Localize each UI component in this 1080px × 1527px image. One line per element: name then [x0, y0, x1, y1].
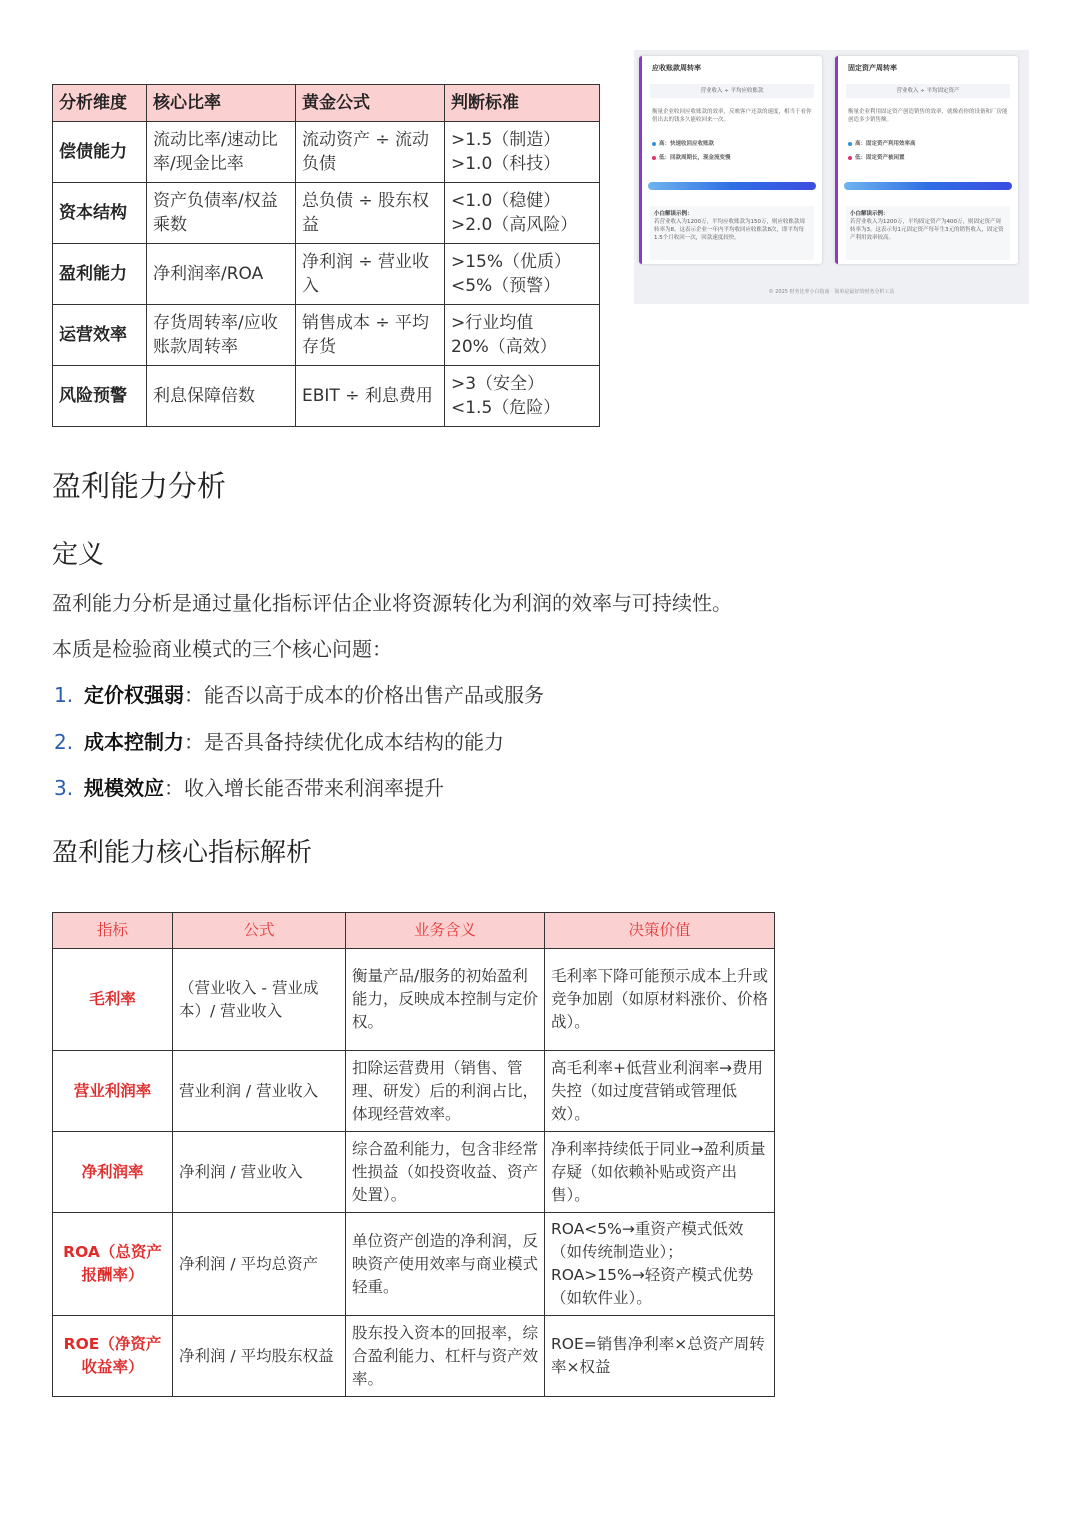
header-cell: 指标 [53, 913, 173, 949]
standard-line: >行业均值 [451, 313, 534, 333]
header-cell: 黄金公式 [296, 85, 445, 122]
formula-cell: 流动资产 ÷ 流动负债 [296, 122, 445, 183]
table-row [53, 305, 600, 366]
thumbnail-footer: © 2025 财务比率小白指南 · 简单是最好的财务分析工具 [768, 289, 895, 295]
list-number: 3. [54, 776, 74, 800]
table-header-row [53, 85, 600, 122]
high-dot-icon [652, 142, 656, 146]
card-title: 应收账款周转率 [652, 64, 701, 72]
standard-cell [445, 366, 600, 427]
standard-line: <5%（预警） [451, 276, 561, 296]
formula-cell: 净利润 / 平均股东权益 [173, 1316, 346, 1397]
formula-cell: 净利润 / 平均总资产 [173, 1213, 346, 1316]
meaning-cell: 衡量产品/服务的初始盈利能力，反映成本控制与定价权。 [346, 949, 545, 1051]
card-low: 低：固定资产被闲置 [855, 155, 905, 161]
dimension-cell: 资本结构 [53, 183, 147, 244]
value-cell: ROA<5%→重资产模式低效（如传统制造业）；ROA>15%→轻资产模式优势（如软件业）。 [545, 1213, 775, 1316]
ratio-cell: 资产负债率/权益乘数 [147, 183, 296, 244]
standard-line: >3（安全） [451, 374, 545, 394]
table-row [53, 244, 600, 305]
standard-line: >2.0（高风险） [451, 215, 578, 235]
header-cell: 公式 [173, 913, 346, 949]
list-item-text: ：能否以高于成本的价格出售产品或服务 [184, 683, 544, 707]
card-title: 固定资产周转率 [848, 64, 897, 72]
dimension-cell: 运营效率 [53, 305, 147, 366]
standard-line: <1.0（稳健） [451, 191, 561, 211]
card-high: 高：固定资产利用效率高 [855, 141, 916, 147]
low-dot-icon [848, 156, 852, 160]
formula-cell: 净利润 ÷ 营业收入 [296, 244, 445, 305]
indicator-cell: 毛利率 [53, 949, 173, 1051]
list-number: 1. [54, 683, 74, 707]
standard-line: >1.5（制造） [451, 130, 561, 150]
table-row [53, 183, 600, 244]
card-example [846, 206, 1010, 260]
list-number: 2. [54, 730, 74, 754]
fixed-asset-turnover-card [835, 56, 1018, 264]
standard-line: 20%（高效） [451, 337, 557, 357]
table-row [53, 1316, 775, 1397]
scale-bar [844, 182, 1012, 190]
list-item-text: ：收入增长能否带来利润率提升 [164, 776, 444, 800]
meaning-cell: 扣除运营费用（销售、管理、研发）后的利润占比，体现经营效率。 [346, 1051, 545, 1132]
header-cell: 业务含义 [346, 913, 545, 949]
standard-cell [445, 122, 600, 183]
table-row [53, 949, 775, 1051]
receivable-turnover-card [639, 56, 822, 264]
low-dot-icon [652, 156, 656, 160]
profitability-indicators-table [52, 912, 775, 1397]
indicator-cell: ROA（总资产报酬率） [53, 1213, 173, 1316]
table-row [53, 1132, 775, 1213]
core-indicators-heading: 盈利能力核心指标解析 [52, 838, 313, 868]
scale-bar [648, 182, 816, 190]
header-cell: 核心比率 [147, 85, 296, 122]
value-cell: 毛利率下降可能预示成本上升或竞争加剧（如原材料涨价、价格战）。 [545, 949, 775, 1051]
table-header-row [53, 913, 775, 949]
standard-cell [445, 244, 600, 305]
card-high: 高：快速收回应收账款 [659, 141, 715, 147]
formula-cell: （营业收入 - 营业成本）/ 营业收入 [173, 949, 346, 1051]
header-cell: 判断标准 [445, 85, 600, 122]
dimension-cell: 盈利能力 [53, 244, 147, 305]
meaning-cell: 股东投入资本的回报率，综合盈利能力、杠杆与资产效率。 [346, 1316, 545, 1397]
card-example [650, 206, 814, 260]
section-title: 盈利能力分析 [52, 469, 227, 503]
standard-line: >1.0（科技） [451, 154, 561, 174]
ratio-cards-screenshot [634, 50, 1029, 304]
formula-cell: 总负债 ÷ 股东权益 [296, 183, 445, 244]
ratio-summary-table [52, 84, 600, 427]
value-cell: 高毛利率+低营业利润率→费用失控（如过度营销或管理低效）。 [545, 1051, 775, 1132]
ratio-cell: 存货周转率/应收账款周转率 [147, 305, 296, 366]
example-title: 小白解读示例： [850, 211, 889, 217]
dimension-cell: 风险预警 [53, 366, 147, 427]
standard-line: <1.5（危险） [451, 398, 561, 418]
formula-cell: EBIT ÷ 利息费用 [296, 366, 445, 427]
formula-cell: 净利润 / 营业收入 [173, 1132, 346, 1213]
list-item [54, 772, 444, 801]
meaning-cell: 单位资产创造的净利润，反映资产使用效率与商业模式轻重。 [346, 1213, 545, 1316]
list-item-bold: 定价权强弱 [84, 683, 184, 707]
card-description: 衡量企业收回应收账款的效率，反映客户还款的速度，相当于看你借出去的钱多久能收回来一次。 [652, 109, 812, 123]
indicator-cell: 净利润率 [53, 1132, 173, 1213]
example-text: 若营业收入为1200万，平均应收账款为150万，则应收账款周转率为8。这表示企业一年内平均收回应收账款8次，即平均每1.5个月收回一次，回款速度较快。 [654, 219, 805, 241]
meaning-cell: 综合盈利能力，包含非经常性损益（如投资收益、资产处置）。 [346, 1132, 545, 1213]
list-item [54, 679, 544, 708]
header-cell: 分析维度 [53, 85, 147, 122]
ratio-cell: 利息保障倍数 [147, 366, 296, 427]
ratio-cell: 流动比率/速动比率/现金比率 [147, 122, 296, 183]
intro-text: 本质是检验商业模式的三个核心问题： [52, 637, 392, 661]
ratio-cell: 净利润率/ROA [147, 244, 296, 305]
formula-cell: 销售成本 ÷ 平均存货 [296, 305, 445, 366]
indicator-cell: ROE（净资产收益率） [53, 1316, 173, 1397]
value-cell: ROE=销售净利率×总资产周转率×权益 [545, 1316, 775, 1397]
card-formula: 营业收入 ÷ 平均应收账款 [650, 84, 814, 98]
list-item-text: ：是否具备持续优化成本结构的能力 [184, 730, 504, 754]
list-item [54, 726, 504, 755]
list-item-bold: 规模效应 [84, 776, 164, 800]
indicator-cell: 营业利润率 [53, 1051, 173, 1132]
card-low: 低：回款周期长，现金流变慢 [659, 155, 731, 161]
table-row [53, 1051, 775, 1132]
formula-cell: 营业利润 / 营业收入 [173, 1051, 346, 1132]
dimension-cell: 偿债能力 [53, 122, 147, 183]
table-row [53, 366, 600, 427]
card-description: 衡量企业利用固定资产创造销售的效率，就像看你的设备和厂房能创造多少销售额。 [848, 109, 1008, 123]
definition-text: 盈利能力分析是通过量化指标评估企业将资源转化为利润的效率与可持续性。 [52, 591, 732, 615]
card-formula: 营业收入 ÷ 平均固定资产 [846, 84, 1010, 98]
header-cell: 决策价值 [545, 913, 775, 949]
table-row [53, 122, 600, 183]
table-row [53, 1213, 775, 1316]
definition-heading: 定义 [52, 540, 105, 570]
standard-cell [445, 305, 600, 366]
standard-line: >15%（优质） [451, 252, 572, 272]
value-cell: 净利率持续低于同业→盈利质量存疑（如依赖补贴或资产出售）。 [545, 1132, 775, 1213]
list-item-bold: 成本控制力 [84, 730, 184, 754]
standard-cell [445, 183, 600, 244]
example-text: 若营业收入为1200万，平均固定资产为400万，则固定资产周转率为3。这表示每1元固定资产每年生3元的销售收入，固定资产利用效率较高。 [850, 219, 1004, 241]
high-dot-icon [848, 142, 852, 146]
example-title: 小白解读示例： [654, 211, 693, 217]
